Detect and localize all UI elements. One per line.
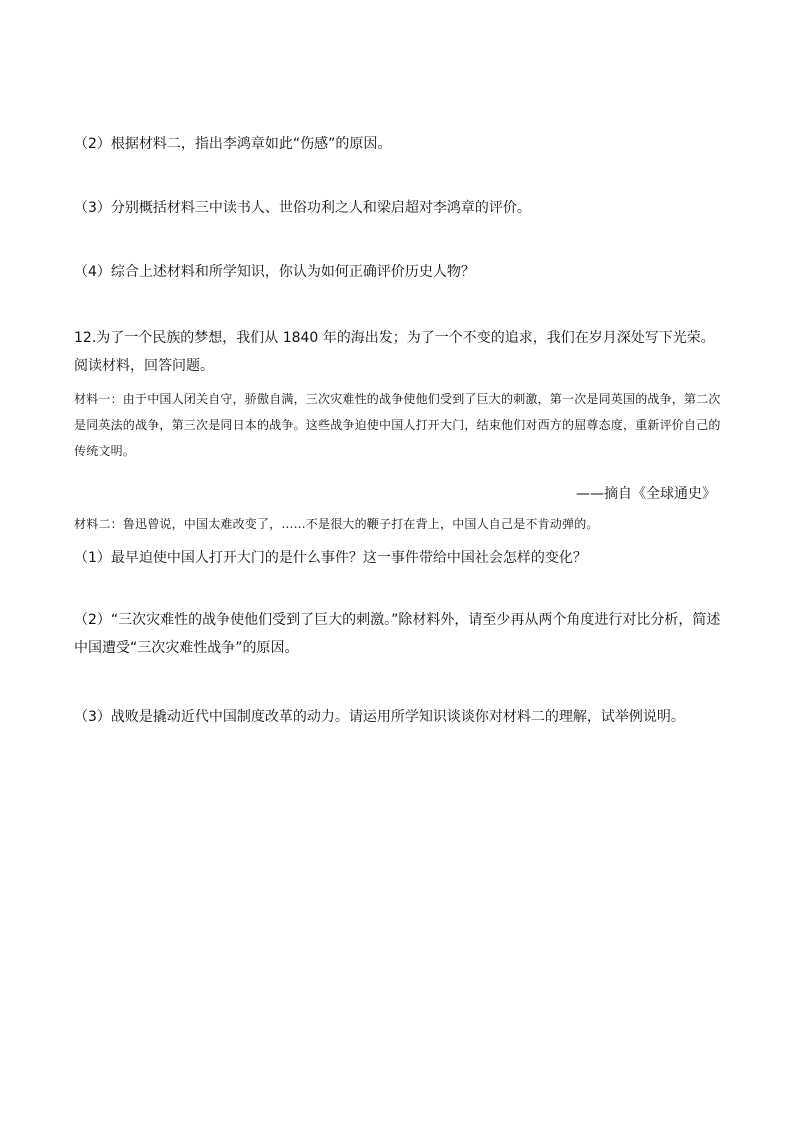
question-12-part-2: （2）“三次灾难性的战争使他们受到了巨大的刺激。”除材料外，请至少再从两个角度进行对比分析，简述中国遭受“三次灾难性战争”的原因。 xyxy=(74,612,721,656)
question-11-part-2: （2）根据材料二，指出李鸿章如此“伤感”的原因。 xyxy=(74,136,392,152)
question-11-part-3: （3）分别概括材料三中读书人、世俗功利之人和梁启超对李鸿章的评价。 xyxy=(74,200,531,216)
question-12-part-3: （3）战败是撬动近代中国制度改革的动力。请运用所学知识谈谈你对材料二的理解，试举例说明。 xyxy=(74,709,685,725)
material-1-source: ——摘自《全球通史》 xyxy=(576,486,716,502)
material-1: 材料一：由于中国人闭关自守，骄傲自满，三次灾难性的战争使他们受到了巨大的刺激，第一次是同英国的战争，第二次是同英法的战争，第三次是同日本的战争。这些战争迫使中国人打开大门，结束他们对西方的屈尊态度，重新评价自己的传统文明。 xyxy=(74,392,721,458)
question-12-intro: 12.为了一个民族的梦想，我们从 1840 年的海出发；为了一个不变的追求，我们在岁月深处写下光荣。阅读材料，回答问题。 xyxy=(74,330,715,374)
question-11-part-4: （4）综合上述材料和所学知识，你认为如何正确评价历史人物？ xyxy=(74,264,475,280)
question-12-part-1: （1）最早迫使中国人打开大门的是什么事件？这一事件带给中国社会怎样的变化？ xyxy=(74,550,587,566)
material-2: 材料二：鲁迅曾说，中国太难改变了，……不是很大的鞭子打在背上，中国人自己是不肯动弹的。 xyxy=(74,517,599,531)
